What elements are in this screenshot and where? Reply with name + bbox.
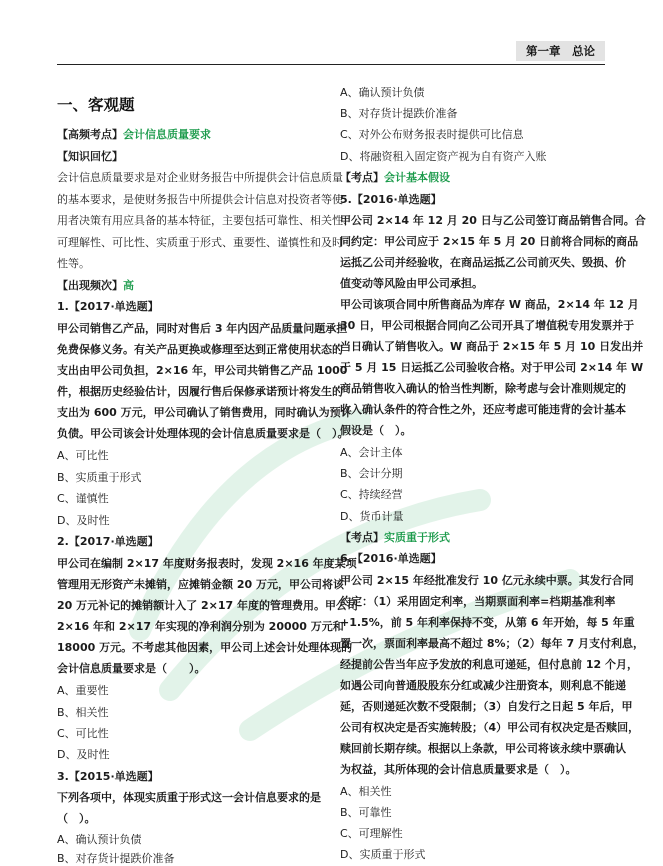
freq-label: 【出现频次】 <box>57 279 123 292</box>
freq-value: 高 <box>123 279 134 292</box>
topic-tag: 【考点】 <box>340 171 384 184</box>
option: A、相关性 <box>340 785 392 798</box>
question-title: 1.【2017·单选题】 <box>57 300 159 313</box>
question-line: 赎回前长期存续。根据以上条款，甲公司将该永续中票确认 <box>340 742 626 755</box>
question-line: （ ）。 <box>57 812 96 825</box>
question-title: 6.【2016·单选题】 <box>340 552 442 565</box>
option: A、会计主体 <box>340 446 403 459</box>
option: B、对存货计提跌价准备 <box>340 107 458 120</box>
question-line: 免费保修义务。有关产品更换或修理至达到正常使用状态的 <box>57 343 343 356</box>
question-line: 2×16 年和 2×17 年实现的净利润分别为 20000 万元和 <box>57 620 344 633</box>
option: B、对存货计提跌价准备 <box>57 852 175 865</box>
topic-name: 实质重于形式 <box>384 531 450 544</box>
question-line: 会计信息质量要求是（ ）。 <box>57 662 206 675</box>
topic-line <box>340 531 450 545</box>
question-title: 5.【2016·单选题】 <box>340 193 442 206</box>
question-line: 甲公司在编制 2×17 年度财务报表时，发现 2×16 年度某项 <box>57 557 357 570</box>
chapter-label: 第一章 总论 <box>516 41 605 61</box>
option: D、及时性 <box>57 748 110 761</box>
question-line: 公司有权决定是否实施转股；（4）甲公司有权决定是否赎回， <box>340 721 640 734</box>
question-line: 经提前公告当年应予发放的利息可递延，但付息前 12 个月， <box>340 658 638 671</box>
question-line: 同约定：甲公司应于 2×15 年 5 月 20 日前将合同标的商品 <box>340 235 639 248</box>
option: A、可比性 <box>57 449 109 462</box>
question-title: 2.【2017·单选题】 <box>57 535 159 548</box>
review-line: 会计信息质量要求是对企业财务报告中所提供会计信息质量 <box>57 171 343 184</box>
question-title: 3.【2015·单选题】 <box>57 770 159 783</box>
option: D、及时性 <box>57 514 110 527</box>
topic-name: 会计信息质量要求 <box>123 128 211 141</box>
option: C、持续经营 <box>340 488 403 501</box>
option: B、相关性 <box>57 706 109 719</box>
question-line: 支出为 600 万元，甲公司确认了销售费用，同时确认为预计 <box>57 406 352 419</box>
option: D、将融资租入固定资产视为自有资产入账 <box>340 150 547 163</box>
question-line: 运抵乙公司并经验收，在商品运抵乙公司前灭失、毁损、价 <box>340 256 626 269</box>
option: B、可靠性 <box>340 806 392 819</box>
question-line: 支出由甲公司负担，2×16 年，甲公司共销售乙产品 1000 <box>57 364 348 377</box>
question-line: +1.5%，前 5 年利率保持不变，从第 6 年开始，每 5 年重 <box>340 616 635 629</box>
question-line: 负债。甲公司该会计处理体现的会计信息质量要求是（ ）。 <box>57 427 349 440</box>
review-line: 性等。 <box>57 257 90 270</box>
question-line: 件，根据历史经验估计，因履行售后保修承诺预计将发生的 <box>57 385 343 398</box>
topic-line <box>340 171 450 185</box>
topic-name: 会计基本假设 <box>384 171 450 184</box>
question-line: 于 5 月 15 日运抵乙公司验收合格。对于甲公司 2×14 年 W <box>340 361 644 374</box>
question-line: 延，否则递延次数不受限制；（3）自发行之日起 5 年后，甲 <box>340 700 633 713</box>
option: A、确认预计负债 <box>57 833 142 846</box>
review-line: 可理解性、可比性、实质重于形式、重要性、谨慎性和及时 <box>57 236 343 249</box>
option: D、实质重于形式 <box>340 848 426 861</box>
question-line: 甲公司 2×15 年经批准发行 10 亿元永续中票。其发行合同 <box>340 574 634 587</box>
option: C、可比性 <box>57 727 109 740</box>
question-line: 30 日，甲公司根据合同向乙公司开具了增值税专用发票并于 <box>340 319 635 332</box>
question-line: 下列各项中，体现实质重于形式这一会计信息要求的是 <box>57 791 321 804</box>
option: C、谨慎性 <box>57 492 109 505</box>
question-line: 为权益，其所体现的会计信息质量要求是（ ）。 <box>340 763 577 776</box>
question-line: 甲公司 2×14 年 12 月 20 日与乙公司签订商品销售合同。合 <box>340 214 646 227</box>
option: D、货币计量 <box>340 510 404 523</box>
option: C、可理解性 <box>340 827 403 840</box>
review-line: 的基本要求，是使财务报告中所提供会计信息对投资者等使 <box>57 193 343 206</box>
option: A、确认预计负债 <box>340 86 425 99</box>
section-title: 一、客观题 <box>57 96 135 114</box>
question-line: 收入确认条件的符合性之外，还应考虑可能违背的会计基本 <box>340 403 626 416</box>
question-line: 如遇公司向普通股股东分红或减少注册资本，则利息不能递 <box>340 679 626 692</box>
topic-line <box>57 128 211 142</box>
option: C、对外公布财务报表时提供可比信息 <box>340 128 524 141</box>
question-line: 甲公司销售乙产品，同时对售后 3 年内因产品质量问题承担 <box>57 322 348 335</box>
header-divider <box>57 64 605 65</box>
question-line: 18000 万元。不考虑其他因素，甲公司上述会计处理体现的 <box>57 641 353 654</box>
review-label: 【知识回忆】 <box>57 150 123 163</box>
question-line: 假设是（ ）。 <box>340 424 412 437</box>
question-line: 约定：（1）采用固定利率，当期票面利率=档期基准利率 <box>340 595 616 608</box>
topic-tag: 【考点】 <box>340 531 384 544</box>
option: A、重要性 <box>57 684 109 697</box>
question-line: 20 万元补记的摊销额计入了 2×17 年度的管理费用。甲公司 <box>57 599 358 612</box>
question-line: 管理用无形资产未摊销，应摊销金额 20 万元，甲公司将该 <box>57 578 344 591</box>
frequency-line <box>57 279 134 293</box>
question-line: 甲公司该项合同中所售商品为库存 W 商品，2×14 年 12 月 <box>340 298 639 311</box>
question-line: 置一次，票面利率最高不超过 8%；（2）每年 7 月支付利息， <box>340 637 644 650</box>
question-line: 商品销售收入确认的恰当性判断，除考虑与会计准则规定的 <box>340 382 626 395</box>
option: B、实质重于形式 <box>57 471 142 484</box>
question-line: 值变动等风险由甲公司承担。 <box>340 277 483 290</box>
review-line: 用者决策有用应具备的基本特征，主要包括可靠性、相关性、 <box>57 214 354 227</box>
topic-tag: 【高频考点】 <box>57 128 123 141</box>
question-line: 当日确认了销售收入。W 商品于 2×15 年 5 月 10 日发出并 <box>340 340 644 353</box>
option: B、会计分期 <box>340 467 403 480</box>
